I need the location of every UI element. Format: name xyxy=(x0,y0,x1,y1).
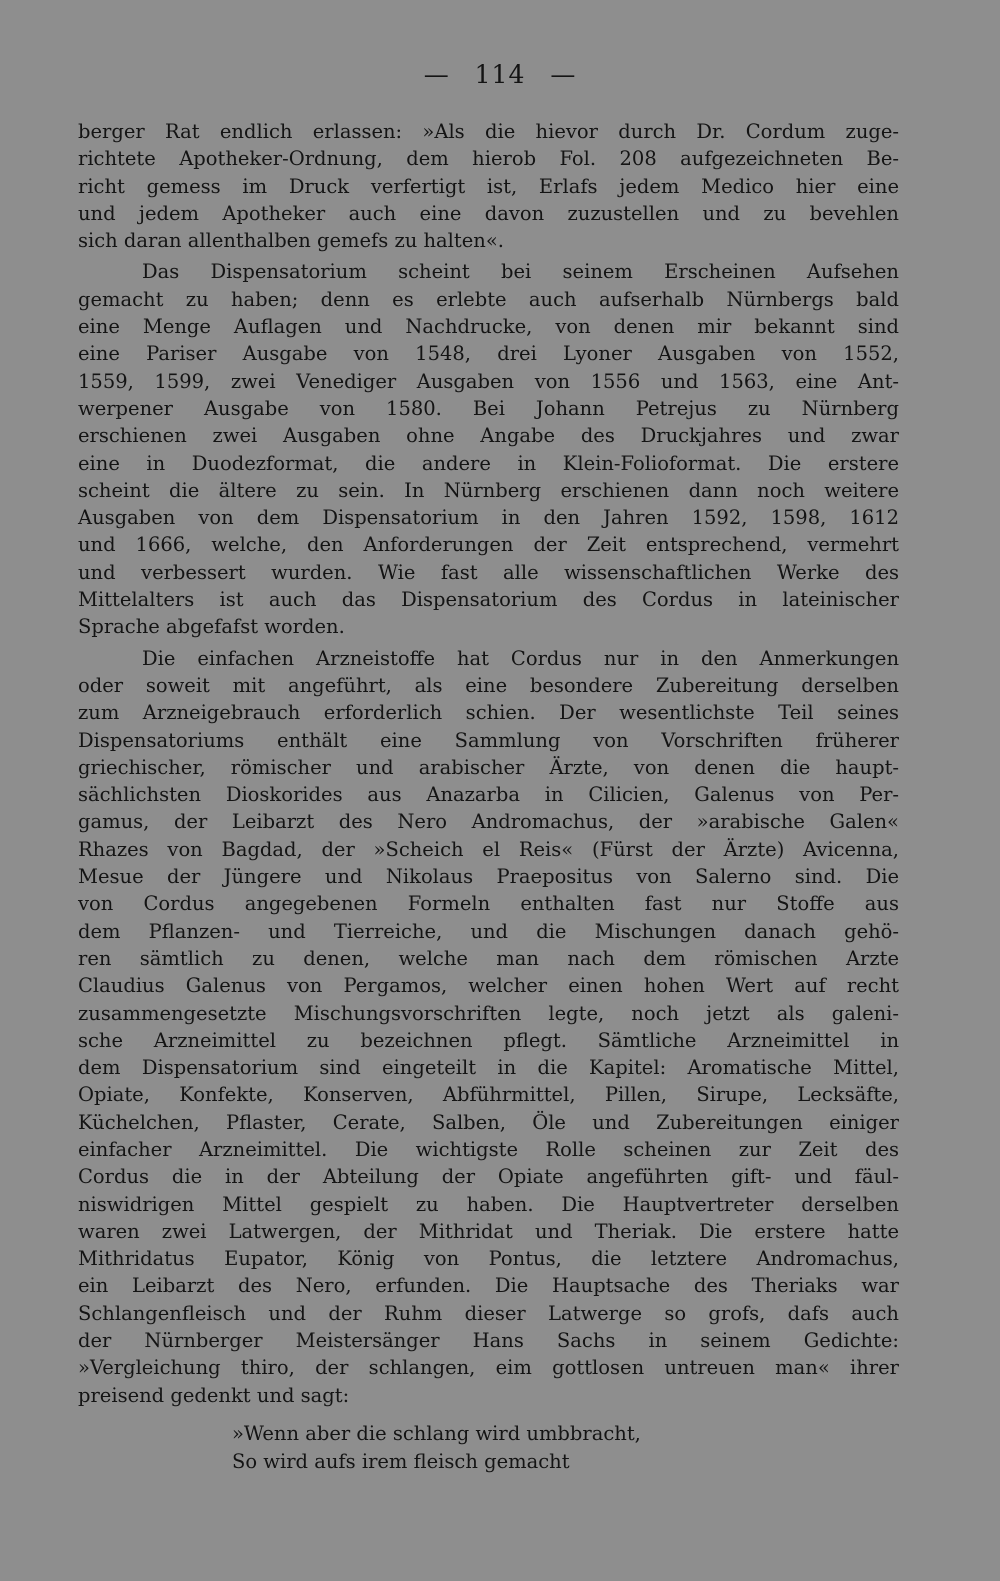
text-line: niswidrigen Mittel gespielt zu haben. Die Hauptvertreter derselben xyxy=(78,1192,899,1216)
text-line: Rhazes von Bagdad, der »Scheich el Reis« (Fürst der Ärzte) Avicenna, xyxy=(78,837,899,861)
text-line: Dispensatoriums enthält eine Sammlung von Vorschriften früherer xyxy=(78,728,899,752)
text-line: griechischer, römischer und arabischer Ärzte, von denen die haupt- xyxy=(78,755,899,779)
text-line: Küchelchen, Pflaster, Cerate, Salben, Öle und Zubereitungen einiger xyxy=(78,1110,899,1134)
text-line: gemacht zu haben; denn es erlebte auch aufserhalb Nürnbergs bald xyxy=(78,287,899,311)
text-line: gamus, der Leibarzt des Nero Andromachus, der »arabische Galen« xyxy=(78,810,899,834)
text-line: sich daran allenthalben gemefs zu halten«. xyxy=(78,229,504,253)
text-line: Mittelalters ist auch das Dispensatorium des Cordus in lateinischer xyxy=(78,588,899,612)
text-line: Opiate, Konfekte, Konserven, Abführmittel, Pillen, Sirupe, Lecksäfte, xyxy=(78,1083,899,1107)
text-line: dem Dispensatorium sind eingeteilt in die Kapitel: Aromatische Mittel, xyxy=(78,1056,899,1080)
text-line: zum Arzneigebrauch erforderlich schien. Der wesentlichste Teil seines xyxy=(78,701,899,725)
text-line: waren zwei Latwergen, der Mithridat und Theriak. Die erstere hatte xyxy=(78,1219,899,1243)
text-line: sächlichsten Dioskorides aus Anazarba in Cilicien, Galenus von Per- xyxy=(78,783,899,807)
verse-line-2: So wird aufs irem fleisch gemacht xyxy=(232,1450,570,1473)
text-line: Schlangenfleisch und der Ruhm dieser Latwerge so grofs, dafs auch xyxy=(78,1301,899,1325)
verse-quote xyxy=(232,1420,641,1476)
paragraph-3 xyxy=(78,645,899,1409)
body-text xyxy=(78,118,899,1409)
text-line: eine Pariser Ausgabe von 1548, drei Lyoner Ausgaben von 1552, xyxy=(78,342,899,366)
verse-line-1: »Wenn aber die schlang wird umbbracht, xyxy=(232,1422,641,1445)
text-line: scheint die ältere zu sein. In Nürnberg erschienen dann noch weitere xyxy=(78,478,899,502)
page-number-value: 114 xyxy=(474,60,526,89)
text-line: ren sämtlich zu denen, welche man nach dem römischen Arzte xyxy=(78,946,899,970)
text-line: erschienen zwei Ausgaben ohne Angabe des Druckjahres und zwar xyxy=(78,424,899,448)
text-line: und 1666, welche, den Anforderungen der Zeit entsprechend, vermehrt xyxy=(78,533,899,557)
text-line: eine Menge Auflagen und Nachdrucke, von denen mir bekannt sind xyxy=(78,315,899,339)
text-line: Cordus die in der Abteilung der Opiate angeführten gift- und fäul- xyxy=(78,1165,899,1189)
text-line: der Nürnberger Meistersänger Hans Sachs in seinem Gedichte: xyxy=(78,1329,899,1353)
page-number-dash-left: — xyxy=(423,60,450,89)
text-line: zusammengesetzte Mischungsvorschriften legte, noch jetzt als galeni- xyxy=(78,1001,899,1025)
text-line: Mithridatus Eupator, König von Pontus, die letztere Andromachus, xyxy=(78,1247,899,1271)
text-line: richtete Apotheker-Ordnung, dem hierob Fol. 208 aufgezeichneten Be- xyxy=(78,147,899,171)
text-line: berger Rat endlich erlassen: »Als die hievor durch Dr. Cordum zuge- xyxy=(78,120,899,143)
text-line: eine in Duodezformat, die andere in Klein-Folioformat. Die erstere xyxy=(78,451,899,475)
page-number-dash-right: — xyxy=(550,60,577,89)
text-line: richt gemess im Druck verfertigt ist, Erlafs jedem Medico hier eine xyxy=(78,174,899,198)
text-line: und jedem Apotheker auch eine davon zuzustellen und zu bevehlen xyxy=(78,201,899,225)
text-line: dem Pflanzen- und Tierreiche, und die Mischungen danach gehö- xyxy=(78,919,899,943)
text-line: ein Leibarzt des Nero, erfunden. Die Hauptsache des Theriaks war xyxy=(78,1274,899,1298)
text-line: preisend gedenkt und sagt: xyxy=(78,1383,350,1407)
text-line: einfacher Arzneimittel. Die wichtigste Rolle scheinen zur Zeit des xyxy=(78,1137,899,1161)
text-line: sche Arzneimittel zu bezeichnen pflegt. Sämtliche Arzneimittel in xyxy=(78,1028,899,1052)
text-line: »Vergleichung thiro, der schlangen, eim gottlosen untreuen man« ihrer xyxy=(78,1356,899,1380)
text-line: Claudius Galenus von Pergamos, welcher einen hohen Wert auf recht xyxy=(78,974,899,998)
text-line: Das Dispensatorium scheint bei seinem Erscheinen Aufsehen xyxy=(142,260,899,284)
text-line: 1559, 1599, zwei Venediger Ausgaben von 1556 und 1563, eine Ant- xyxy=(78,369,899,393)
text-line: Ausgaben von dem Dispensatorium in den Jahren 1592, 1598, 1612 xyxy=(78,506,899,530)
text-line: Sprache abgefafst worden. xyxy=(78,615,345,639)
text-line: und verbessert wurden. Wie fast alle wissenschaftlichen Werke des xyxy=(78,560,899,584)
text-line: Die einfachen Arzneistoffe hat Cordus nur in den Anmerkungen xyxy=(142,646,899,670)
text-line: werpener Ausgabe von 1580. Bei Johann Petrejus zu Nürnberg xyxy=(78,396,899,420)
text-line: oder soweit mit angeführt, als eine besondere Zubereitung derselben xyxy=(78,673,899,697)
paragraph-1 xyxy=(78,118,899,254)
text-line: von Cordus angegebenen Formeln enthalten fast nur Stoffe aus xyxy=(78,892,899,916)
text-line: Mesue der Jüngere und Nikolaus Praepositus von Salerno sind. Die xyxy=(78,865,899,889)
paragraph-2 xyxy=(78,258,899,640)
page-number xyxy=(0,60,1000,89)
